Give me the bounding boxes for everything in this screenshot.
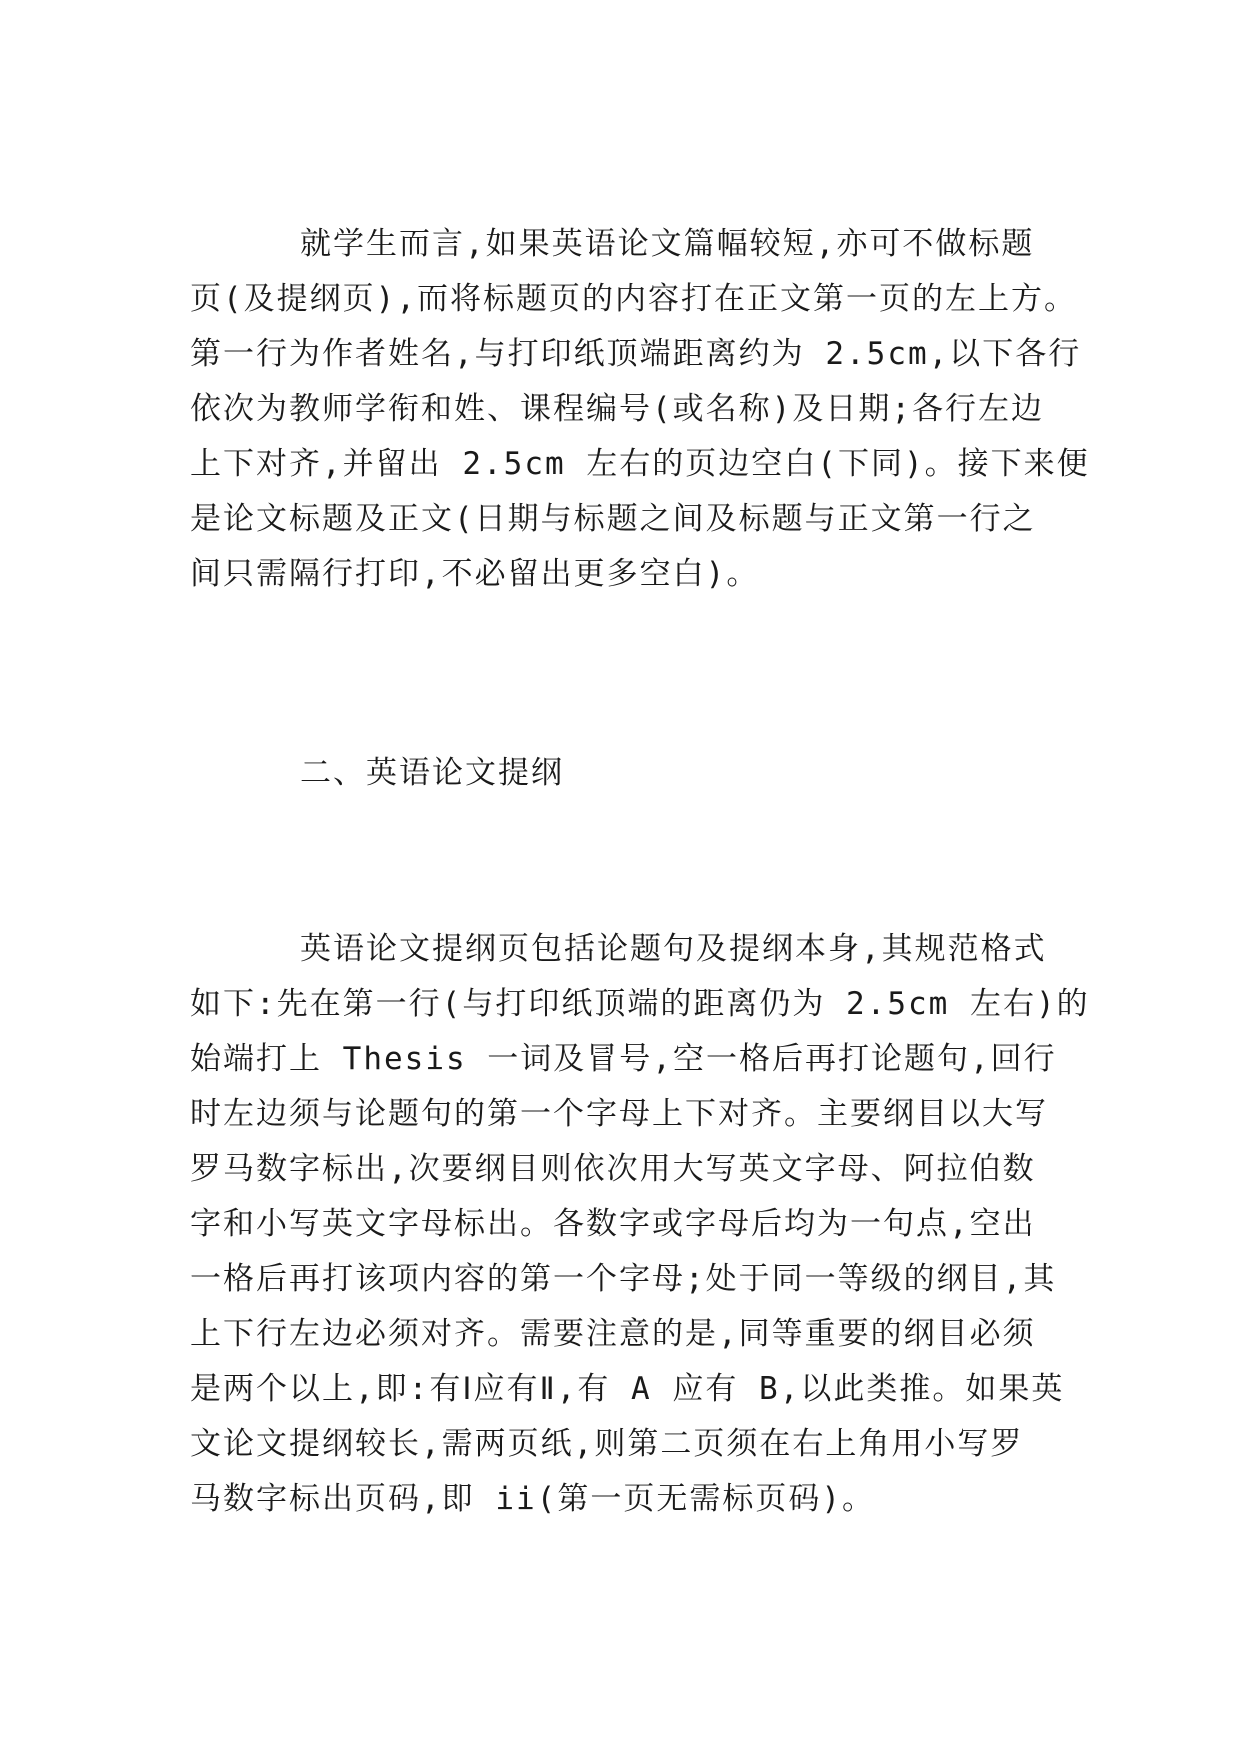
- paragraph-line: 页(及提纲页),而将标题页的内容打在正文第一页的左上方。: [190, 281, 1077, 317]
- paragraph-line: 如下:先在第一行(与打印纸顶端的距离仍为 2.5cm 左右)的: [190, 986, 1090, 1022]
- paragraph-line: 罗马数字标出,次要纲目则依次用大写英文字母、阿拉伯数: [190, 1151, 1036, 1187]
- paragraph-line: 上下行左边必须对齐。需要注意的是,同等重要的纲目必须: [190, 1316, 1036, 1352]
- paragraph-line: 一格后再打该项内容的第一个字母;处于同一等级的纲目,其: [190, 1261, 1057, 1297]
- paragraph-line: 时左边须与论题句的第一个字母上下对齐。主要纲目以大写: [190, 1096, 1048, 1132]
- paragraph-line: 是两个以上,即:有Ⅰ应有Ⅱ,有 A 应有 B,以此类推。如果英: [190, 1371, 1065, 1407]
- paragraph-line: 文论文提纲较长,需两页纸,则第二页须在右上角用小写罗: [190, 1426, 1024, 1462]
- paragraph-line: 始端打上 Thesis 一词及冒号,空一格后再打论题句,回行: [190, 1041, 1057, 1077]
- paragraph-line: 间只需隔行打印,不必留出更多空白)。: [190, 556, 760, 592]
- paragraph-outline-format: [190, 922, 1090, 1527]
- paragraph-line: 上下对齐,并留出 2.5cm 左右的页边空白(下同)。接下来便: [190, 446, 1090, 482]
- paragraph-line: 依次为教师学衔和姓、课程编号(或名称)及日期;各行左边: [190, 391, 1044, 427]
- paragraph-line: 是论文标题及正文(日期与标题之间及标题与正文第一行之: [190, 501, 1036, 537]
- paragraph-line: 英语论文提纲页包括论题句及提纲本身,其规范格式: [300, 931, 1047, 967]
- paragraph-line: 字和小写英文字母标出。各数字或字母后均为一句点,空出: [190, 1206, 1036, 1242]
- paragraph-line: 第一行为作者姓名,与打印纸顶端距离约为 2.5cm,以下各行: [190, 336, 1082, 372]
- paragraph-line: 就学生而言,如果英语论文篇幅较短,亦可不做标题: [300, 226, 1035, 262]
- paragraph-title-page-format: [190, 217, 1090, 602]
- section-heading: 二、英语论文提纲: [300, 755, 564, 791]
- section-heading-block: [190, 746, 1070, 801]
- paragraph-line: 马数字标出页码,即 ii(第一页无需标页码)。: [190, 1481, 875, 1517]
